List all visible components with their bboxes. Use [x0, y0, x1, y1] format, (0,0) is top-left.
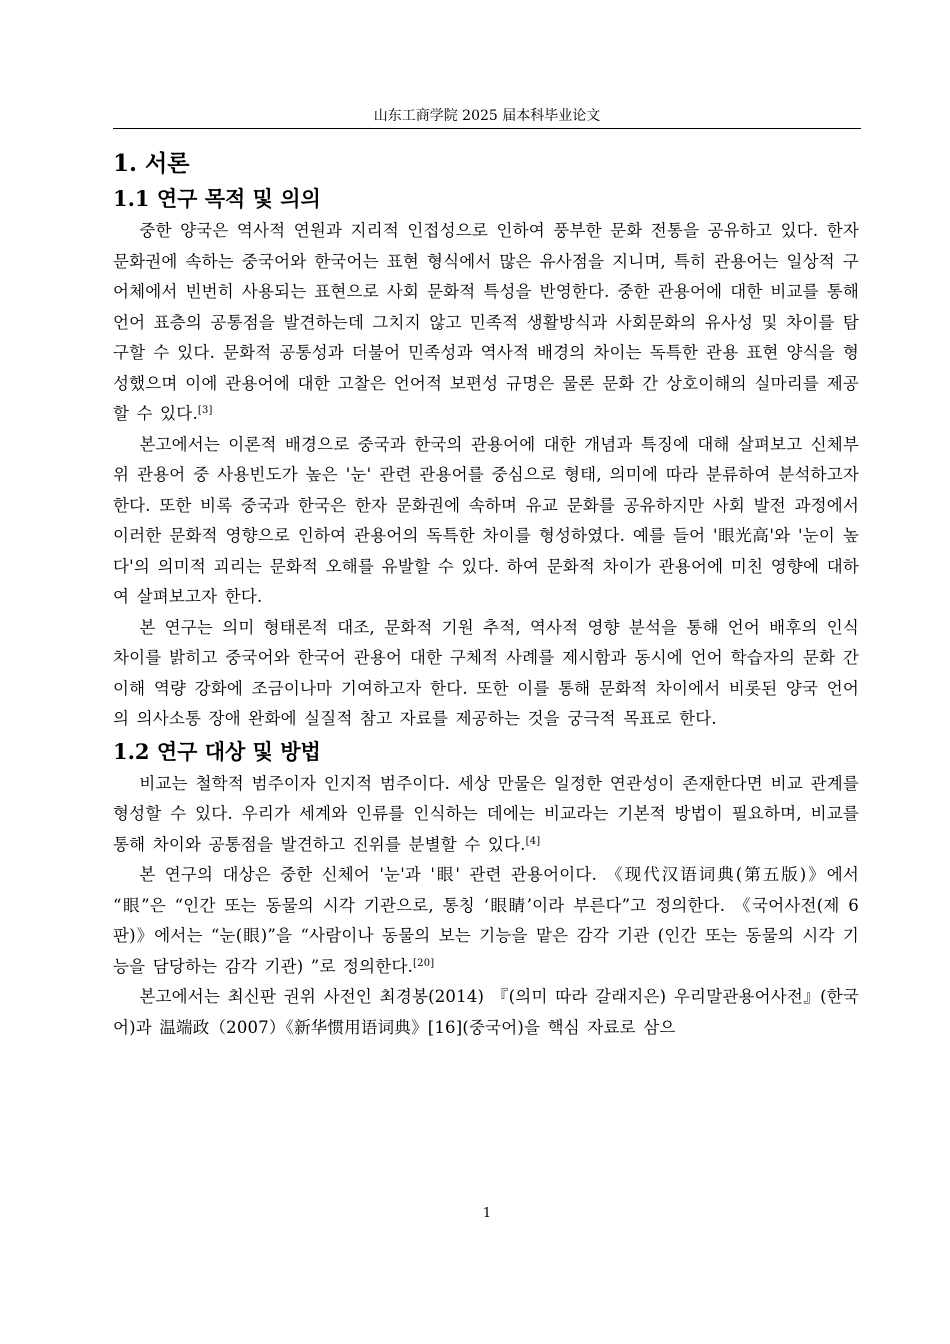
paragraph	[113, 216, 859, 430]
section-title-introduction: 1. 서론	[113, 150, 190, 177]
header-rule	[113, 128, 861, 129]
paragraph-text: 중한 양국은 역사적 연원과 지리적 인접성으로 인하여 풍부한 문화 전통을 공유하고 있다. 한자 문화권에 속하는 중국어와 한국어는 표현 형식에서 많은 유사점을 지니며, 특히 관용어는 일상적 구어체에서 빈번히 사용되는 표현으로 사회 문화적 특성을 반영한다. 중한 관용어에 대한 비교를 통해 언어 표층의 공통점을 발견하는데 그치지 않고 민족적 생활방식과 사회문화의 유사성 및 차이를 탐구할 수 있다. 문화적 공통성과 더불어 민족성과 역사적 배경의 차이는 독특한 관용 표현 양식을 형성했으며 이에 관용어에 대한 고찰은 언어적 보편성 규명은 물론 문화 간 상호이해의 실마리를 제공할 수 있다.	[113, 221, 859, 423]
citation: [20]	[413, 957, 435, 969]
citation: [4]	[525, 835, 541, 847]
subsection-title-purpose: 1.1 연구 목적 및 의의	[113, 186, 321, 211]
page-number: 1	[482, 1206, 492, 1221]
paragraph	[113, 430, 859, 613]
paragraph-text: 본고에서는 이론적 배경으로 중국과 한국의 관용어에 대한 개념과 특징에 대해 살펴보고 신체부위 관용어 중 사용빈도가 높은 '눈' 관련 관용어를 중심으로 형태, 의미에 따라 분류하여 분석하고자 한다. 또한 비록 중국과 한국은 한자 문화권에 속하며 유교 문화를 공유하지만 사회 발전 과정에서 이러한 문화적 영향으로 인하여 관용어의 독특한 차이를 형성하였다. 예를 들어 '眼光高'와 '눈이 높다'의 의미적 괴리는 문화적 오해를 유발할 수 있다. 하여 문화적 차이가 관용어에 미친 영향에 대하여 살펴보고자 한다.	[113, 434, 859, 606]
running-header: 山东工商学院 2025 届本科毕业论文	[373, 108, 601, 124]
paragraph-text: 본 연구의 대상은 중한 신체어 '눈'과 '眼' 관련 관용어이다. 《现代汉语词典(第五版)》에서 “眼”은 “인간 또는 동물의 시각 기관으로, 통칭 ‘眼睛’이라 부른다”고 정의한다. 《국어사전(제 6 판)》에서는 “눈(眼)”을 “사람이나 동물의 보는 기능을 맡은 감각 기관 (인간 또는 동물의 시각 기능을 담당하는 감각 기관) ”로 정의한다.	[113, 865, 859, 976]
paragraph	[113, 613, 859, 735]
paragraph	[113, 982, 859, 1043]
paragraph-text: 비교는 철학적 범주이자 인지적 범주이다. 세상 만물은 일정한 연관성이 존재한다면 비교 관계를 형성할 수 있다. 우리가 세계와 인류를 인식하는 데에는 비교라는 기본적 방법이 필요하며, 비교를 통해 차이와 공통점을 발견하고 진위를 분별할 수 있다.	[113, 773, 859, 854]
paragraph	[113, 769, 859, 861]
body-content	[113, 146, 859, 1043]
paragraph-text: 본 연구는 의미 형태론적 대조, 문화적 기원 추적, 역사적 영향 분석을 통해 언어 배후의 인식 차이를 밝히고 중국어와 한국어 관용어 대한 구체적 사례를 제시함과 동시에 언어 학습자의 문화 간 이해 역량 강화에 조금이나마 기여하고자 한다. 또한 이를 통해 문화적 차이에서 비롯된 양국 언어의 의사소통 장애 완화에 실질적 참고 자료를 제공하는 것을 궁극적 목표로 한다.	[113, 617, 859, 728]
subsection-title-method: 1.2 연구 대상 및 방법	[113, 738, 321, 764]
paragraph-text: 본고에서는 최신판 권위 사전인 최경봉(2014) 『(의미 따라 갈래지은) 우리말관용어사전』(한국어)과 温端政（2007）《新华惯用语词典》[16](중국어)을 핵심 자료로 삼으	[113, 987, 859, 1037]
paragraph	[113, 860, 859, 982]
citation: [3]	[197, 405, 213, 416]
